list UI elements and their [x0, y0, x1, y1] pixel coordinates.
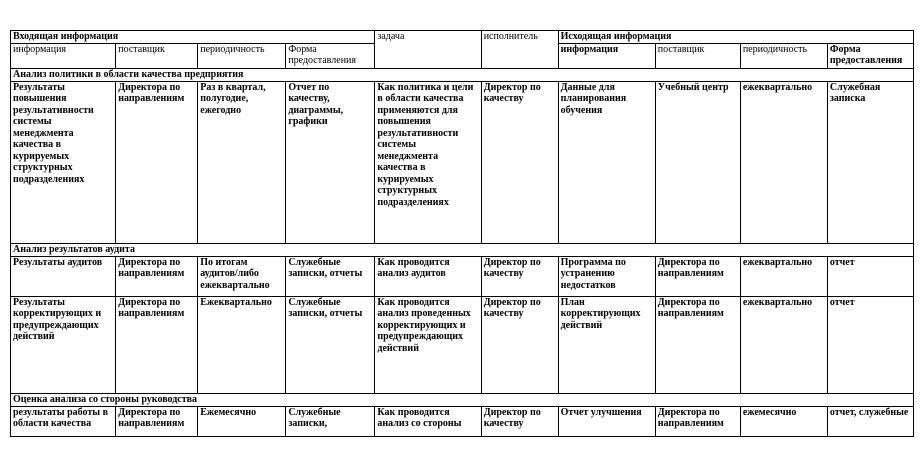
- input-group-header: Входящая информация: [11, 31, 375, 44]
- table-cell: Раз в квартал, полугодие, ежегодно: [198, 81, 286, 243]
- table-cell: Служебные записки, отчеты: [286, 296, 375, 393]
- table-cell: Как проводится анализ проведенных корректирующих и предупреждающих действий: [375, 296, 481, 393]
- table-cell: Как проводится анализ аудитов: [375, 256, 481, 296]
- table-cell: Директора по направлениям: [655, 256, 740, 296]
- out-col-form: Форма предоставления: [827, 43, 913, 68]
- in-col-form: Форма предоставления: [286, 43, 375, 68]
- task-header: задача: [375, 31, 481, 69]
- in-col-supplier: поставщик: [116, 43, 198, 68]
- table-row: [11, 296, 914, 393]
- table-cell: Директора по направлениям: [116, 296, 198, 393]
- table-cell: Директора по направлениям: [655, 296, 740, 393]
- table-cell: Служебные записки, отчеты: [286, 256, 375, 296]
- table-cell: ежеквартально: [740, 256, 827, 296]
- section-row: [11, 68, 914, 81]
- table-cell: Директор по качеству: [481, 296, 558, 393]
- table-cell: Директора по направлениям: [116, 256, 198, 296]
- table-cell: ежемесячно: [740, 406, 827, 436]
- table-cell: отчет, служебные: [827, 406, 913, 436]
- table-row: [11, 256, 914, 296]
- table-cell: Служебная записка: [827, 81, 913, 243]
- table-cell: Отчет улучшения: [558, 406, 655, 436]
- table-cell: отчет: [827, 296, 913, 393]
- table-cell: Служебные записки,: [286, 406, 375, 436]
- table-cell: Данные для планирования обучения: [558, 81, 655, 243]
- table-cell: План корректирующих действий: [558, 296, 655, 393]
- table-cell: Учебный центр: [655, 81, 740, 243]
- table-cell: Как проводится анализ со стороны: [375, 406, 481, 436]
- section-row: [11, 243, 914, 256]
- table-cell: Директор по качеству: [481, 406, 558, 436]
- out-col-information: информация: [558, 43, 655, 68]
- table-cell: Результаты повышения результативности системы менеджмента качества в курируемых структурных подразделениях: [11, 81, 116, 243]
- executor-header: исполнитель: [481, 31, 558, 69]
- table-cell: ежеквартально: [740, 81, 827, 243]
- table-row: [11, 81, 914, 243]
- out-col-periodicity: периодичность: [740, 43, 827, 68]
- table-cell: Директор по качеству: [481, 256, 558, 296]
- table-cell: Ежемесячно: [198, 406, 286, 436]
- in-col-periodicity: периодичность: [198, 43, 286, 68]
- table-cell: отчет: [827, 256, 913, 296]
- process-matrix-table: [10, 30, 914, 437]
- table-cell: Результаты корректирующих и предупреждающих действий: [11, 296, 116, 393]
- section-row: [11, 393, 914, 406]
- table-cell: Директора по направлениям: [655, 406, 740, 436]
- table-cell: Результаты аудитов: [11, 256, 116, 296]
- section-title: Анализ результатов аудита: [11, 243, 914, 256]
- table-row: [11, 406, 914, 436]
- header-row-groups: [11, 31, 914, 44]
- table-cell: По итогам аудитов/либо ежеквартально: [198, 256, 286, 296]
- table-cell: Директора по направлениям: [116, 81, 198, 243]
- table-cell: Программа по устранению недостатков: [558, 256, 655, 296]
- section-title: Анализ политики в области качества предприятия: [11, 68, 914, 81]
- table-cell: Директора по направлениям: [116, 406, 198, 436]
- in-col-information: информация: [11, 43, 116, 68]
- table-cell: Ежеквартально: [198, 296, 286, 393]
- table-cell: Директор по качеству: [481, 81, 558, 243]
- table-cell: Отчет по качеству, диаграммы, графики: [286, 81, 375, 243]
- table-cell: Как политика и цели в области качества применяются для повышения результативности системы менеджмента качества в курируемых структурных подразделениях: [375, 81, 481, 243]
- output-group-header: Исходящая информация: [558, 31, 913, 44]
- table-cell: ежеквартально: [740, 296, 827, 393]
- section-title: Оценка анализа со стороны руководства: [11, 393, 914, 406]
- table-cell: результаты работы в области качества: [11, 406, 116, 436]
- out-col-supplier: поставщик: [655, 43, 740, 68]
